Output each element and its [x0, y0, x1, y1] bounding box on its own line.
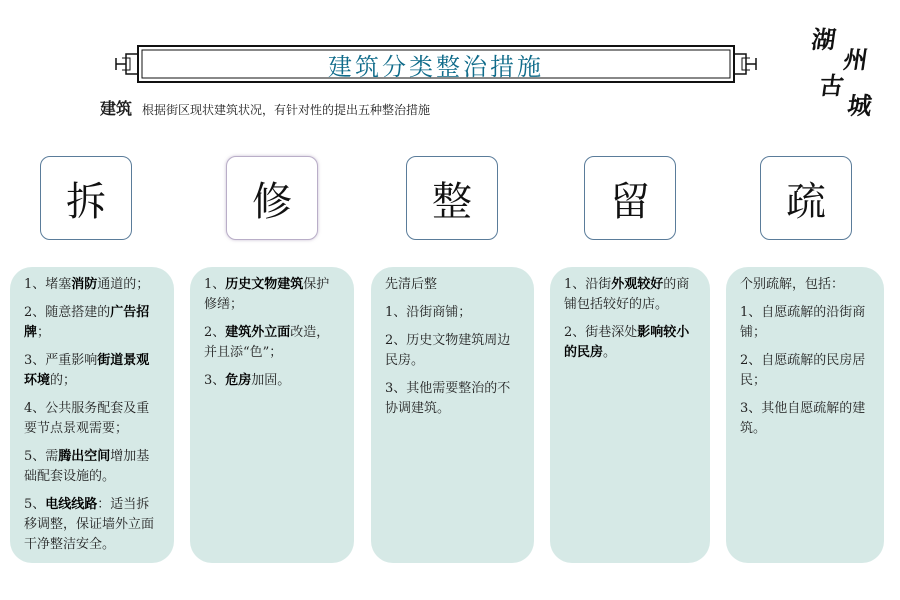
item-text: 2、随意搭建的	[24, 305, 111, 320]
category-box-chai: 拆	[40, 156, 132, 240]
item-text: 改造，并且添“色”；	[204, 325, 330, 360]
item-text: 3、其他自愿疏解的建筑。	[740, 401, 866, 436]
list-item	[204, 323, 342, 363]
category-box-shu: 疏	[760, 156, 852, 240]
emphasis-text: 建筑外立面	[225, 325, 291, 340]
page-title: 建筑分类整治措施	[328, 52, 544, 81]
item-text: 加固。	[251, 373, 291, 388]
logo	[808, 14, 876, 118]
list-item	[564, 323, 698, 363]
list-item	[204, 275, 342, 315]
category-box-xiu: 修	[226, 156, 318, 240]
item-text: 2、	[204, 325, 226, 340]
card-shu	[726, 267, 884, 563]
logo-char: 古	[817, 71, 846, 100]
list-item	[204, 371, 342, 391]
subtitle-tag: 建筑	[100, 99, 133, 118]
item-text: 通道的；	[97, 277, 150, 292]
item-text: 增加基础配套设施的。	[24, 449, 150, 484]
item-text: 5、需	[24, 449, 59, 464]
logo-char: 湖	[809, 25, 838, 54]
item-text: 2、历史文物建筑周边 民房。	[385, 333, 511, 368]
list-item	[564, 275, 698, 315]
list-item	[24, 351, 162, 391]
list-item	[740, 351, 872, 391]
item-text: 3、其他需要整治的不协调建筑。	[385, 381, 511, 416]
emphasis-text: 危房	[225, 373, 252, 388]
item-text: 3、	[204, 373, 226, 388]
item-text: 保护修缮；	[204, 277, 330, 312]
emphasis-text: 电线线路	[45, 497, 98, 512]
subtitle	[100, 96, 430, 118]
card-intro: 先清后整	[385, 277, 438, 292]
list-item	[24, 495, 162, 555]
list-item	[24, 275, 162, 295]
emphasis-text: 外观较好	[611, 277, 664, 292]
item-text: 1、沿街	[564, 277, 612, 292]
item-text: ：适当拆移调整，保证墙外立面干净整洁安全。	[24, 497, 155, 552]
emphasis-text: 腾出空间	[58, 449, 111, 464]
emphasis-text: 历史文物建筑	[225, 277, 304, 292]
emphasis-text: 影响较小的民房	[564, 325, 690, 360]
item-text: 3、严重影响	[24, 353, 98, 368]
emphasis-text: 消防	[71, 277, 98, 292]
category-box-liu: 留	[584, 156, 676, 240]
list-item	[24, 303, 162, 343]
card-chai	[10, 267, 174, 563]
category-box-zheng: 整	[406, 156, 498, 240]
item-text: 的商铺包括较好的店。	[564, 277, 690, 312]
item-text: 4、公共服务配套及重要节点景观需要；	[24, 401, 150, 436]
item-text: 2、街巷深处	[564, 325, 638, 340]
item-text: 2、自愿疏解的民房居民；	[740, 353, 866, 388]
list-item	[24, 399, 162, 439]
item-text: 。	[603, 345, 617, 360]
list-item	[740, 399, 872, 439]
list-item	[385, 331, 522, 371]
emphasis-text: 街道景观环境	[24, 353, 150, 388]
item-text: 1、	[204, 277, 226, 292]
item-text: 5、	[24, 497, 46, 512]
card-xiu	[190, 267, 354, 563]
card-liu	[550, 267, 710, 563]
emphasis-text: 广告招牌	[24, 305, 150, 340]
item-text: 1、沿街商铺；	[385, 305, 472, 320]
item-text: 1、自愿疏解的沿街商铺；	[740, 305, 866, 340]
subtitle-text: 根据街区现状建筑状况，有针对性的提出五种整治措施	[142, 103, 431, 117]
list-item	[24, 447, 162, 487]
list-item	[740, 303, 872, 343]
list-item	[385, 379, 522, 419]
card-zheng	[371, 267, 534, 563]
logo-char: 州	[841, 45, 870, 74]
item-text: 1、堵塞	[24, 277, 72, 292]
list-item	[385, 303, 522, 323]
title-banner	[112, 40, 760, 88]
item-text: 的；	[50, 373, 77, 388]
item-text: ；	[37, 325, 51, 340]
card-intro: 个别疏解，包括：	[740, 277, 845, 292]
logo-char: 城	[845, 91, 874, 120]
